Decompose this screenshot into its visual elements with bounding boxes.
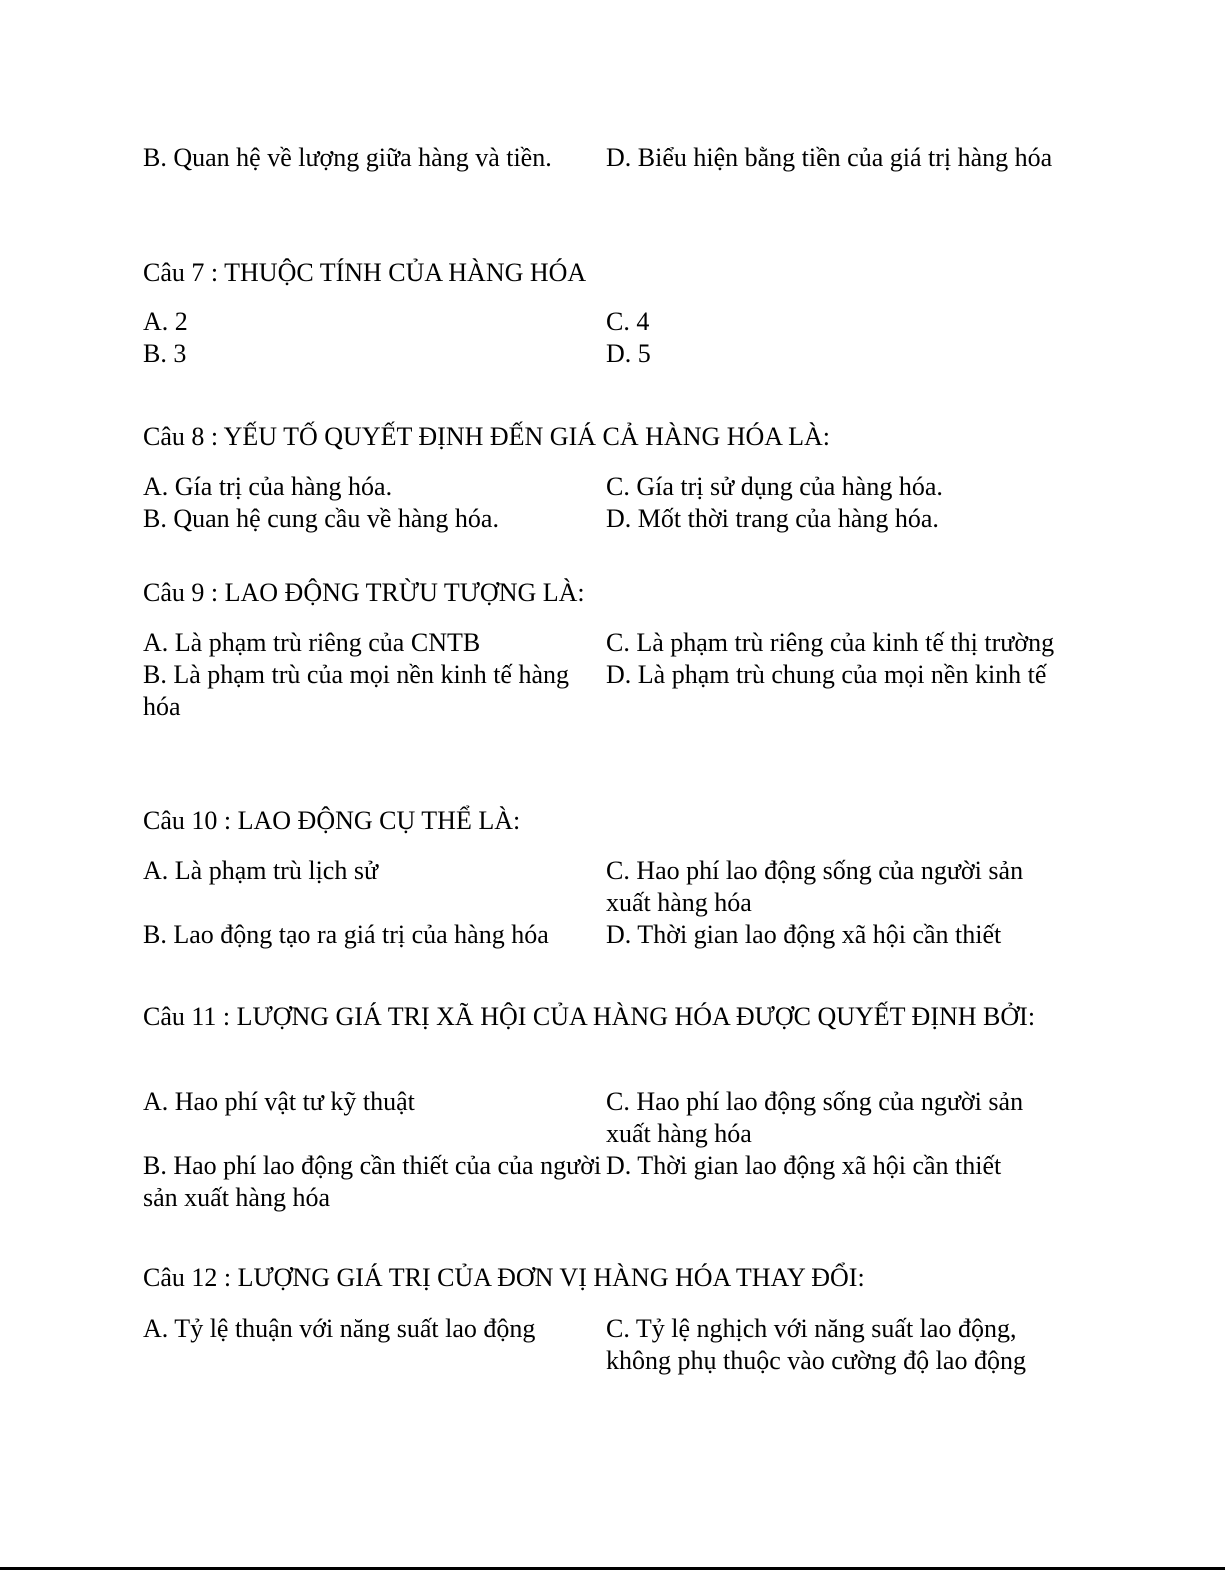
option-b: B. Hao phí lao động cần thiết của của người sản xuất hàng hóa [143,1151,602,1212]
option-b: B. Quan hệ cung cầu về hàng hóa. [143,504,499,533]
option-c: C. Gía trị sử dụng của hàng hóa. [606,472,943,501]
options-row [143,338,1063,370]
question-11 [143,1001,1063,1033]
question-8 [143,421,1063,453]
option-b: B. Quan hệ về lượng giữa hàng và tiền. [143,143,552,172]
option-a: A. Hao phí vật tư kỹ thuật [143,1087,415,1116]
question-11-text: Câu 11 : LƯỢNG GIÁ TRỊ XÃ HỘI CỦA HÀNG HÓA ĐƯỢC QUYẾT ĐỊNH BỞI: [143,1002,1036,1031]
options-row [143,1086,1063,1150]
option-c: C. Tỷ lệ nghịch với năng suất lao động, không phụ thuộc vào cường độ lao động [606,1314,1026,1375]
question-7-text: Câu 7 : THUỘC TÍNH CỦA HÀNG HÓA [143,258,587,287]
options-row [143,306,1063,338]
option-a: A. 2 [143,307,188,336]
option-b: B. Lao động tạo ra giá trị của hàng hóa [143,920,549,949]
options-row [143,919,1063,951]
options-row [143,855,1063,919]
option-d: D. Mốt thời trang của hàng hóa. [606,504,939,533]
question-10-text: Câu 10 : LAO ĐỘNG CỤ THỂ LÀ: [143,806,521,835]
option-b: B. Là phạm trù của mọi nền kinh tế hàng hóa [143,660,570,721]
option-d: D. Thời gian lao động xã hội cần thiết [606,1151,1002,1180]
options-row [143,1313,1063,1377]
option-b: B. 3 [143,339,187,368]
question-12 [143,1262,1063,1294]
options-row [143,1150,1063,1214]
options-row [143,471,1063,503]
option-c: C. Hao phí lao động sống của người sản xuất hàng hóa [606,856,1024,917]
question-7-options [143,306,1063,370]
question-9-options [143,627,1063,723]
option-a: A. Tỷ lệ thuận với năng suất lao động [143,1314,536,1343]
question-8-options [143,471,1063,535]
question-10 [143,805,1063,837]
question-8-text: Câu 8 : YẾU TỐ QUYẾT ĐỊNH ĐẾN GIÁ CẢ HÀNG HÓA LÀ: [143,422,831,451]
options-row [143,503,1063,535]
options-row [143,659,1063,723]
option-d: D. Thời gian lao động xã hội cần thiết [606,920,1002,949]
question-7 [143,257,1063,289]
question-12-text: Câu 12 : LƯỢNG GIÁ TRỊ CỦA ĐƠN VỊ HÀNG HÓA THAY ĐỔI: [143,1263,865,1292]
page-bottom-border [0,1567,1225,1570]
option-d: D. Là phạm trù chung của mọi nền kinh tế [606,660,1047,689]
option-a: A. Gía trị của hàng hóa. [143,472,393,501]
option-a: A. Là phạm trù lịch sử [143,856,379,885]
options-row [143,627,1063,659]
option-d: D. 5 [606,339,651,368]
question-9 [143,577,1063,609]
question-12-options [143,1313,1063,1377]
question-10-options [143,855,1063,951]
option-c: C. Hao phí lao động sống của người sản xuất hàng hóa [606,1087,1024,1148]
prev-question-options [143,142,1063,174]
question-11-options [143,1086,1063,1214]
option-c: C. Là phạm trù riêng của kinh tế thị trường [606,628,1055,657]
options-row [143,142,1063,174]
question-9-text: Câu 9 : LAO ĐỘNG TRỪU TƯỢNG LÀ: [143,578,585,607]
option-d: D. Biểu hiện bằng tiền của giá trị hàng hóa [606,143,1053,172]
option-c: C. 4 [606,307,650,336]
option-a: A. Là phạm trù riêng của CNTB [143,628,481,657]
